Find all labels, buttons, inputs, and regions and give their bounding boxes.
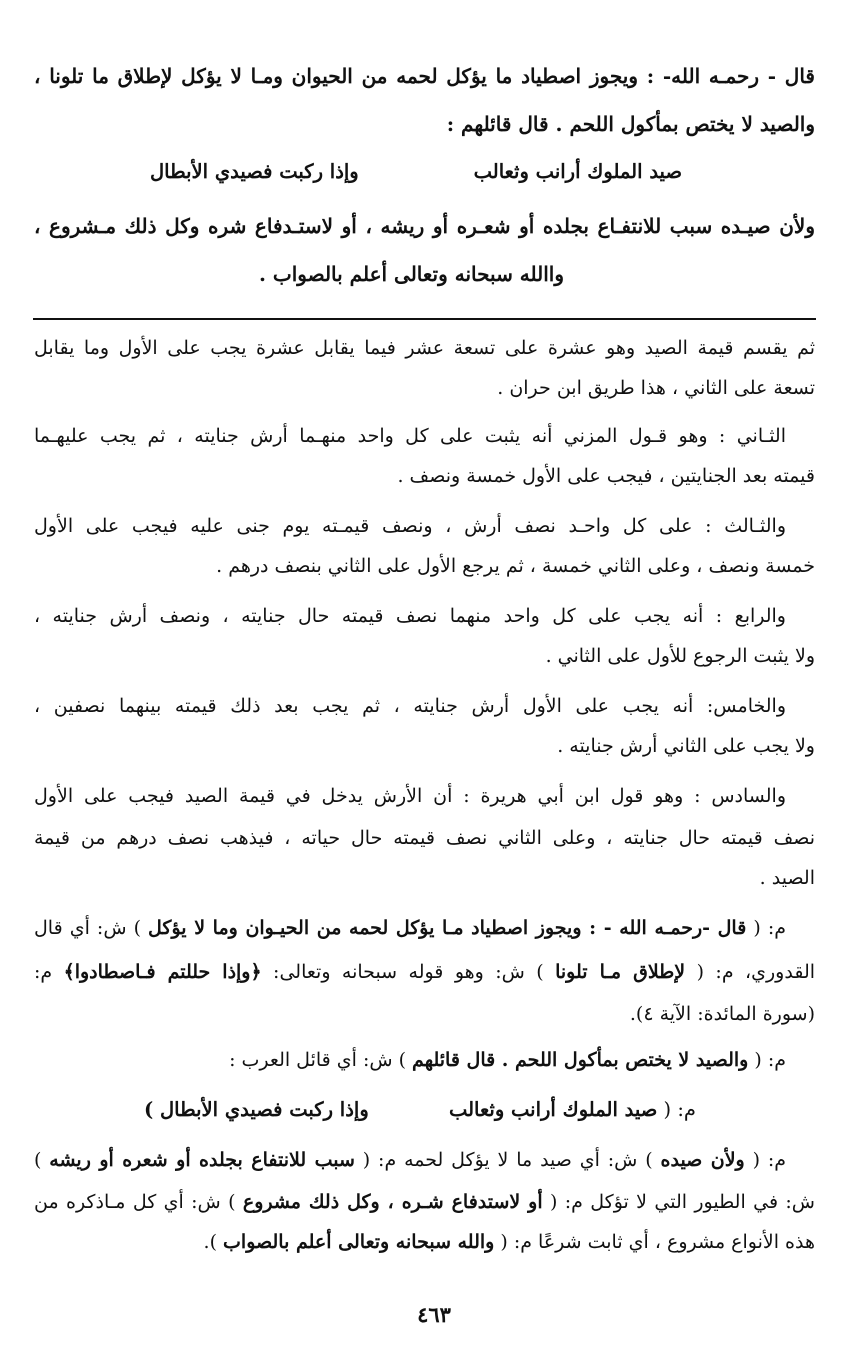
- commentary-line: تسعة على الثاني ، هذا طريق ابن حران .: [497, 377, 815, 399]
- sharh-text: هذه الأنواع مشروع ، أي ثابت شرعًا م: (: [494, 1231, 815, 1253]
- commentary-line: والرابع : أنه يجب على كل واحد منهما نصف قيمته حال جنايته ، ونصف أرش جنايته ،: [34, 605, 786, 627]
- matn-quote: أو لاستدفاع شـره ، وكل ذلك مشروع: [242, 1191, 543, 1213]
- commentary-line: [34, 1222, 815, 1262]
- commentary-line: [34, 1182, 815, 1222]
- matn-marker: م: (: [657, 1098, 696, 1121]
- matn-marker: م:: [34, 961, 64, 983]
- matn-quote: صيد الملوك أرانب وثعالب: [448, 1098, 658, 1121]
- matn-marker: م: (: [746, 917, 786, 939]
- verse-hemistich-right: صيد الملوك أرانب وثعالب: [473, 160, 682, 183]
- matn-quote: والصيد لا يختص بمأكول اللحم . قال قائلهم: [412, 1049, 749, 1071]
- sharh-text: ) ش: وهو قوله سبحانه وتعالى:: [261, 961, 556, 983]
- commentary-line: خمسة ونصف ، وعلى الثاني خمسة ، ثم يرجع الأول على الثاني بنصف درهم .: [216, 555, 815, 577]
- footnote-divider: [33, 318, 816, 320]
- matn-marker: م: (: [744, 1149, 786, 1171]
- matn-marker: م: (: [748, 1049, 786, 1071]
- commentary-line: ولا يجب على الثاني أرش جنايته .: [557, 735, 815, 757]
- sharh-text: ) ش: أي كل مـاذكره من: [34, 1191, 243, 1213]
- commentary-line: (سورة المائدة: الآية ٤).: [629, 1003, 815, 1025]
- main-text-line: قال - رحمـه الله- : ويجوز اصطياد ما يؤكل لحمه من الحيوان ومـا لا يؤكل لإطلاق ما تلونا ،: [34, 64, 815, 88]
- main-text-line: ولأن صيـده سبب للانتفـاع بجلده أو شعـره أو ريشه ، أو لاستـدفاع شره وكل ذلك مـشروع ،: [34, 214, 815, 238]
- commentary-line: [34, 952, 815, 992]
- commentary-line: [34, 908, 786, 948]
- commentary-line: والخامس: أنه يجب على الأول أرش جنايته ، ثم يجب بعد ذلك قيمته بينهما نصفين ،: [34, 695, 786, 717]
- commentary-line: والثـالث : على كل واحـد نصف أرش ، ونصف قيمـته يوم جنى عليه فيجب على الأول: [34, 515, 786, 537]
- commentary-line: ثم يقسم قيمة الصيد وهو عشرة على تسعة عشر فيما يقابل عشرة يجب على الأول وما يقابل: [34, 337, 815, 359]
- sharh-text: ) ش: أي قال: [34, 917, 149, 939]
- commentary-line: [34, 1040, 786, 1080]
- quran-quote: ﴿وإذا حللتم فـاصطادوا﴾: [63, 961, 262, 983]
- sharh-text: ).: [203, 1231, 224, 1253]
- matn-quote: سبب للانتفاع بجلده أو شعره أو ريشه: [49, 1149, 355, 1171]
- commentary-line: [34, 1140, 786, 1180]
- commentary-line: نصف قيمته حال جنايته ، وعلى الثاني نصف قيمته حال حياته ، فيذهب نصف درهم من قيمة: [34, 827, 815, 849]
- main-text-line: واالله سبحانه وتعالى أعلم بالصواب .: [258, 262, 564, 286]
- sharh-text: ) ش: أي قائل العرب :: [229, 1049, 413, 1071]
- matn-quote: لإطلاق مـا تلونا: [555, 961, 686, 983]
- matn-quote: ولأن صيده: [660, 1149, 745, 1171]
- commentary-line: قيمته بعد الجنايتين ، فيجب على الأول خمسة ونصف .: [397, 465, 815, 487]
- commentary-line: والسادس : وهو قول ابن أبي هريرة : أن الأرش يدخل في قيمة الصيد فيجب على الأول: [34, 785, 786, 807]
- verse-hemistich-right: [449, 1090, 696, 1130]
- page-number: ٤٦٣: [417, 1302, 451, 1327]
- matn-quote: والله سبحانه وتعالى أعلم بالصواب: [223, 1231, 495, 1253]
- commentary-line: الثـاني : وهو قـول المزني أنه يثبت على كل واحد منهـما أرش جنايته ، ثم يجب عليهـما: [34, 425, 786, 447]
- main-text-line: والصيد لا يختص بمأكول اللحم . قال قائلهم :: [446, 112, 815, 136]
- sharh-text: القدوري، م: (: [685, 961, 815, 983]
- sharh-text: ) ش: أي صيد ما لا يؤكل لحمه م: (: [354, 1149, 661, 1171]
- verse-hemistich-left: وإذا ركبت فصيدي الأبطال: [150, 160, 359, 183]
- matn-quote: قال -رحمـه الله - : ويجوز اصطياد مـا يؤكل لحمه من الحيـوان وما لا يؤكل: [148, 917, 747, 939]
- commentary-line: ولا يثبت الرجوع للأول على الثاني .: [545, 645, 815, 667]
- matn-marker: ): [34, 1149, 50, 1171]
- sharh-text: ش: في الطيور التي لا تؤكل م: (: [542, 1191, 815, 1213]
- commentary-line: الصيد .: [759, 867, 815, 889]
- verse-hemistich-left: وإذا ركبت فصيدي الأبطال ): [144, 1098, 369, 1121]
